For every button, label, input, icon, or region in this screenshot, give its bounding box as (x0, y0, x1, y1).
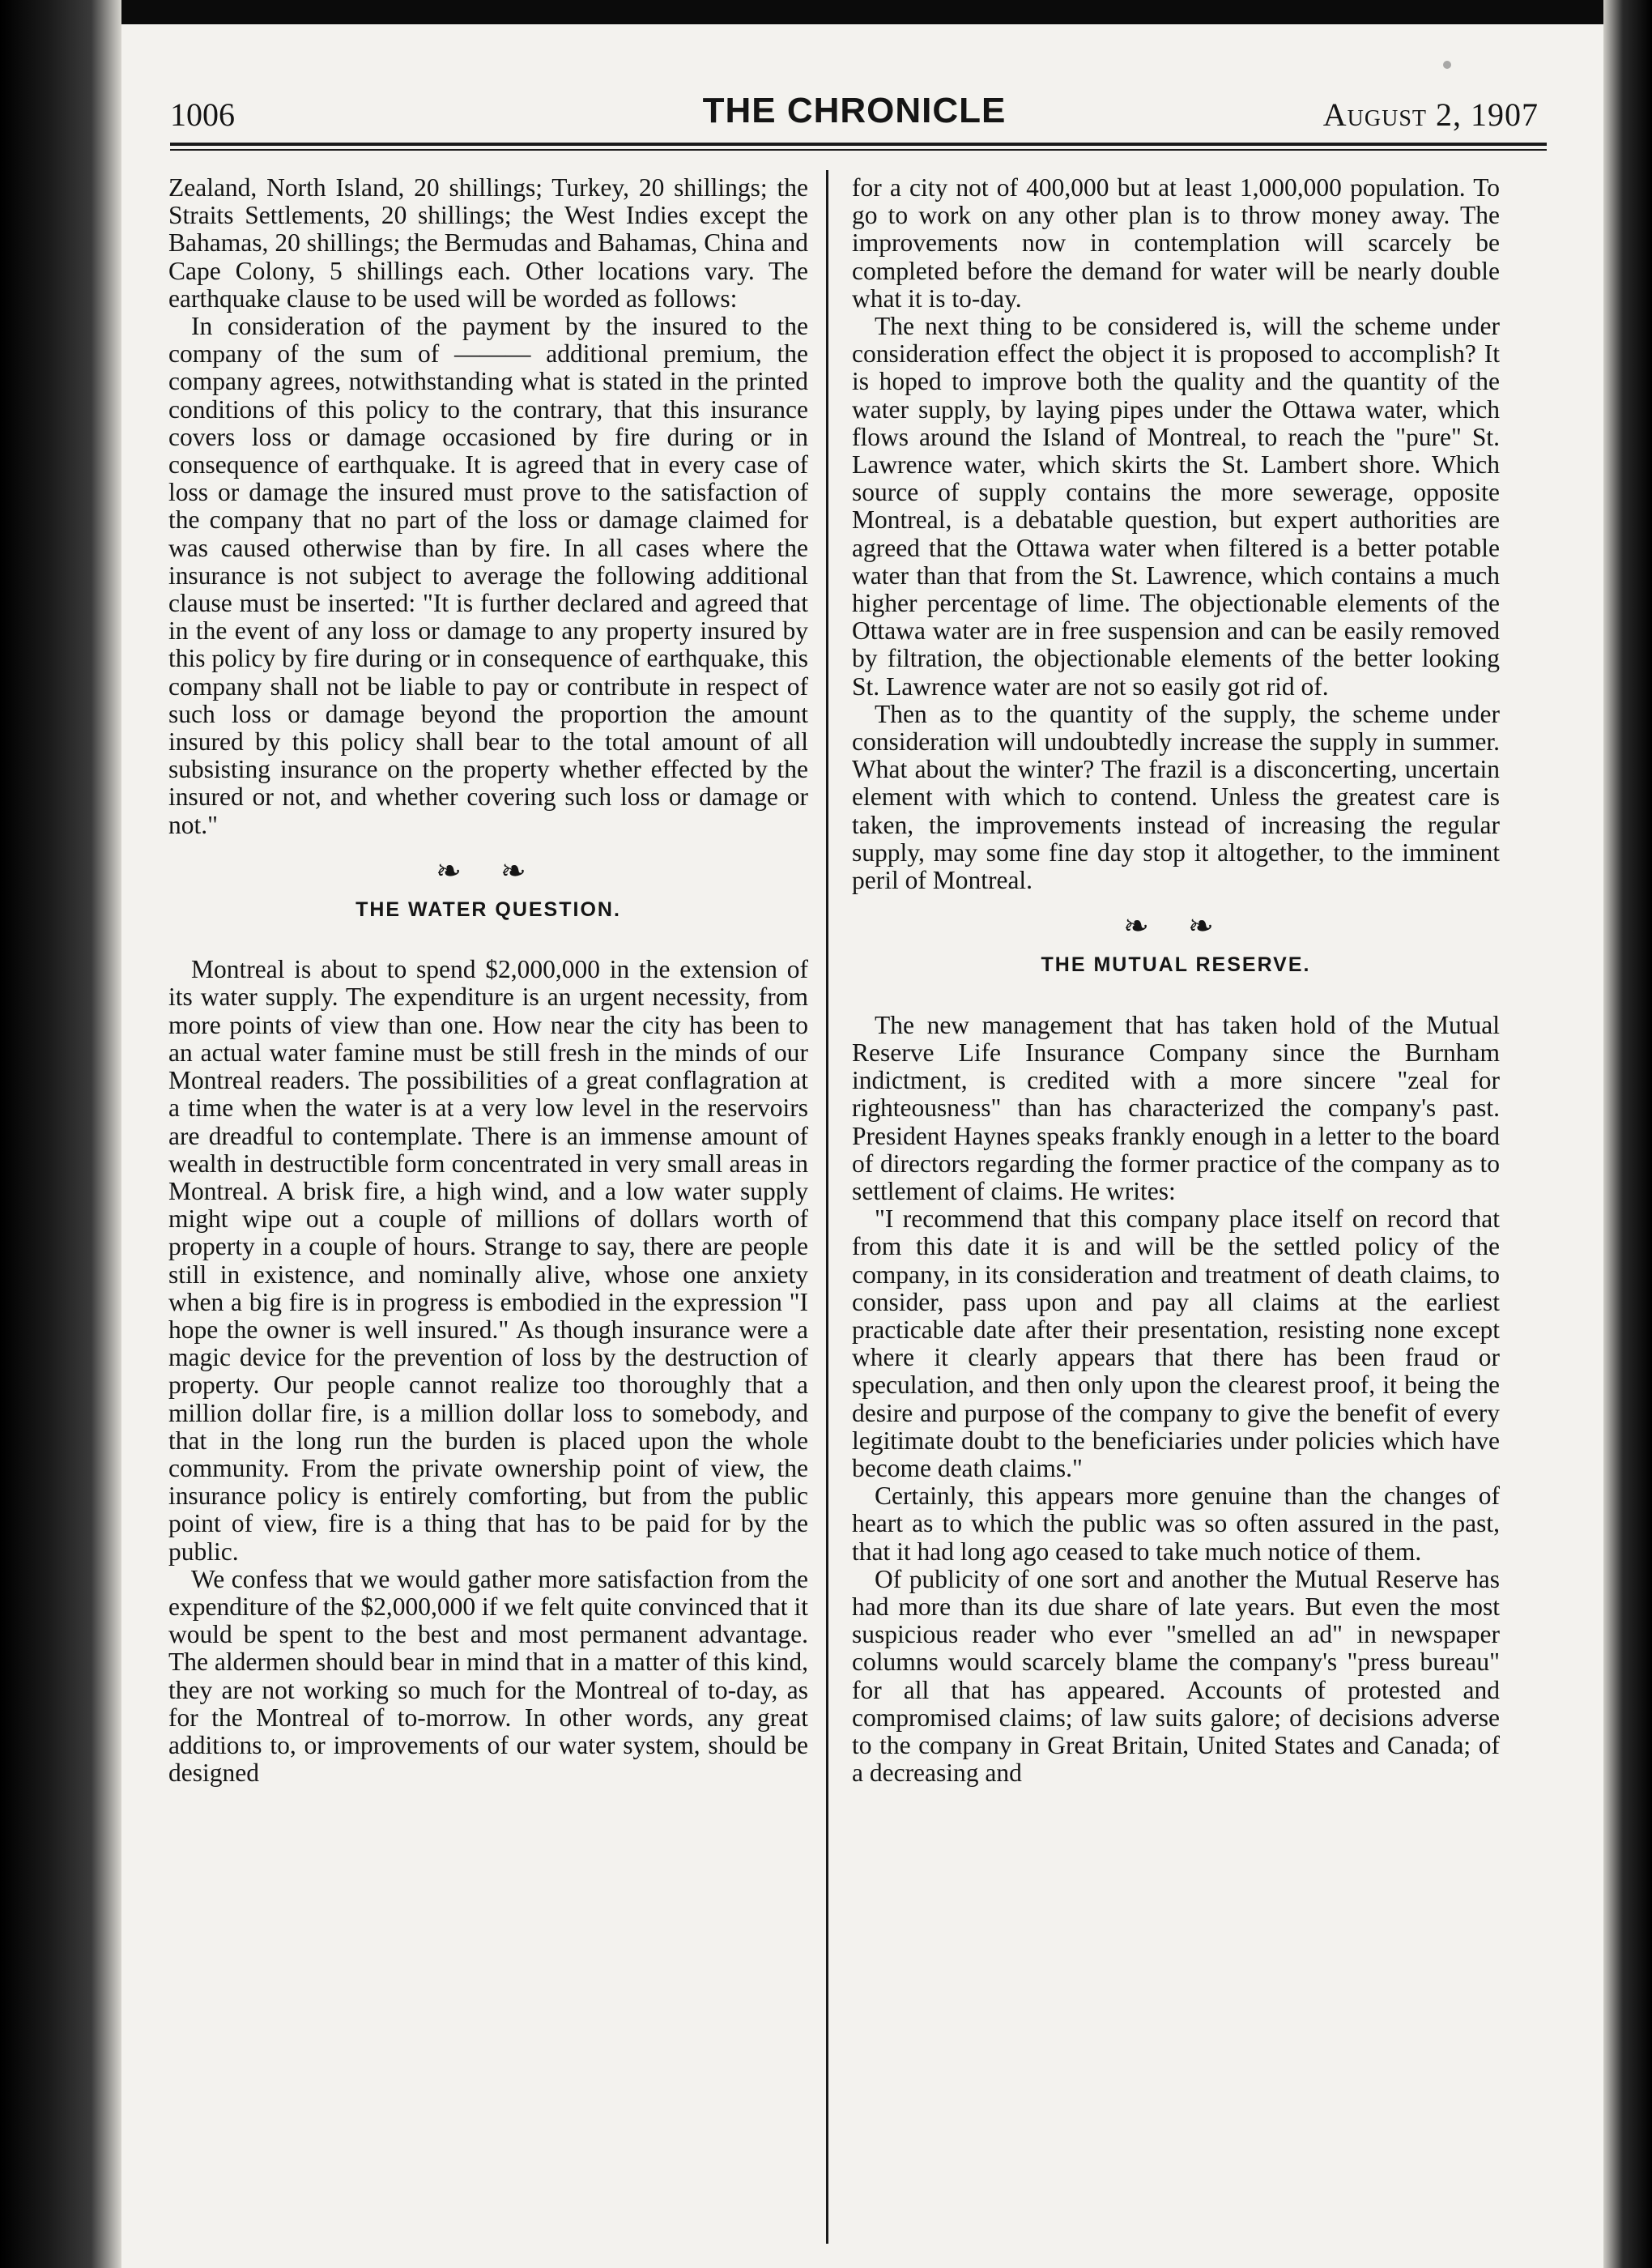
water-question-paragraph-2: We confess that we would gather more satisfaction from the expenditure of the $2,000,000 if we felt quite convinced that it would be spent to the best and most permanent advantage. The aldermen should bear in mind that in a matter of this kind, they are not working so much for the Montreal of to-day, as for the Montreal of to-morrow. In other words, any great additions to, or improvements of our water system, should be designed (168, 1564, 808, 1788)
page-header (170, 87, 1539, 144)
water-question-paragraph-continued: for a city not of 400,000 but at least 1,000,000 population. To go to work on any other plan is to throw money away. The improvements now in contemplation will scarcely be completed before the demand for water will be nearly double what it is to-day. (852, 173, 1500, 313)
right-column (852, 174, 1500, 1787)
section-ornament: ❧ ❧ (1123, 908, 1228, 944)
publication-title: THE CHRONICLE (702, 91, 1007, 130)
mutual-reserve-quote: "I recommend that this company place itself on record that from this date it is and will be the settled policy of the company, in its consideration and treatment of death claims, to consider, pass upon and pay all claims at the earliest practicable date after their presentation, resisting none except where it clearly appears that there has been fraud or speculation, and then only upon the clearest proof, it being the desire and purpose of the company to give the benefit of every legitimate doubt to the beneficiaries under policies which have become death claims." (852, 1204, 1500, 1482)
section-ornament: ❧ ❧ (436, 852, 541, 889)
mutual-reserve-paragraph-1: The new management that has taken hold of the Mutual Reserve Life Insurance Company since the Burnham indictment, is credited with a more sincere "zeal for righteousness" than has characterized the company's past. President Haynes speaks frankly enough in a letter to the board of directors regarding the former practice of the company as to settlement of claims. He writes: (852, 1010, 1500, 1205)
page-number: 1006 (170, 96, 235, 133)
print-speck (1443, 61, 1451, 69)
water-question-heading: THE WATER QUESTION. (356, 898, 621, 922)
header-rule-thick (170, 143, 1547, 146)
book-binding-shadow (0, 0, 121, 2268)
mutual-reserve-paragraph-3: Of publicity of one sort and another the Mutual Reserve has had more than its due share of late years. But even the most suspicious reader who ever "smelled an ad" in newspaper columns would scarcely blame the company's "press bureau" for all that has appeared. Accounts of protested and compromised claims; of law suits galore; of decisions adverse to the company in Great Britain, United States and Canada; of a decreasing and (852, 1564, 1500, 1788)
newspaper-page (121, 24, 1603, 2268)
left-column (168, 174, 808, 1787)
water-question-paragraph-1: Montreal is about to spend $2,000,000 in the extension of its water supply. The expenditure is an urgent necessity, from more points of view than one. How near the city has been to an actual water famine must be still fresh in the minds of our Montreal readers. The possibilities of a great conflagration at a time when the water is at a very low level in the reservoirs are dreadful to contemplate. There is an immense amount of wealth in destructible form concentrated in very small areas in Montreal. A brisk fire, a high wind, and a low water supply might wipe out a couple of millions of dollars worth of property in a couple of hours. Strange to say, there are people still in existence, and nominally alive, whose one anxiety when a big fire is in progress is embodied in the expression "I hope the owner is well insured." As though insurance were a magic device for the prevention of loss by the destruction of property. Our people cannot realize too thoroughly that a million dollar fire, is a million dollar loss to somebody, and that in the long run the burden is placed upon the whole community. From the private ownership point of view, the insurance policy is entirely comforting, but from the public point of view, fire is a thing that has to be paid for by the public. (168, 955, 808, 1566)
header-rule-thin (170, 149, 1547, 151)
left-paragraph-continued: Zealand, North Island, 20 shillings; Turkey, 20 shillings; the Straits Settlements, 20 shillings; the West Indies except the Bahamas, 20 shillings; the Bermudas and Bahamas, China and Cape Colony, 5 shillings each. Other locations vary. The earthquake clause to be used will be worded as follows: (168, 173, 808, 313)
mutual-reserve-heading: THE MUTUAL RESERVE. (1041, 953, 1311, 977)
earthquake-clause-paragraph: In consideration of the payment by the insured to the company of the sum of ——— additional premium, the company agrees, notwithstanding what is stated in the printed conditions of this policy to the contrary, that this insurance covers loss or damage occasioned by fire during or in consequence of earthquake. It is agreed that in every case of loss or damage the insured must prove to the satisfaction of the company that no part of the loss or damage claimed for was caused otherwise than by fire. In all cases where the insurance is not subject to average the following additional clause must be inserted: "It is further declared and agreed that in the event of any loss or damage to any property insured by this policy by fire during or in consequence of earthquake, this company shall not be liable to pay or contribute in respect of such loss or damage beyond the proportion the amount insured by this policy shall bear to the total amount of all subsisting insurance on the property whether effected by the insured or not, and whether covering such loss or damage or not." (168, 312, 808, 839)
water-question-paragraph-3: The next thing to be considered is, will the scheme under consideration effect the object it is proposed to accomplish? It is hoped to improve both the quality and the quantity of the water supply, by laying pipes under the Ottawa water, which flows around the Island of Montreal, to reach the "pure" St. Lawrence water, which skirts the St. Lambert shore. Which source of supply contains the more sewerage, opposite Montreal, is a debatable question, but expert authorities are agreed that the Ottawa water when filtered is a better potable water than that from the St. Lawrence, which contains a much higher percentage of lime. The objectionable elements of the Ottawa water are in free suspension and can be easily removed by filtration, the objectionable elements of the better looking St. Lawrence water are not so easily got rid of. (852, 312, 1500, 701)
page-edge-shadow (1603, 0, 1652, 2268)
column-divider (826, 170, 828, 2244)
water-question-paragraph-4: Then as to the quantity of the supply, the scheme under consideration will undoubtedly increase the supply in summer. What about the winter? The frazil is a disconcerting, uncertain element with which to contend. Unless the greatest care is taken, the improvements instead of increasing the regular supply, may some fine day stop it altogether, to the imminent peril of Montreal. (852, 699, 1500, 895)
mutual-reserve-paragraph-2: Certainly, this appears more genuine than the changes of heart as to which the public was so often assured in the past, that it had long ago ceased to take much notice of them. (852, 1481, 1500, 1566)
issue-date: August 2, 1907 (1322, 96, 1539, 133)
